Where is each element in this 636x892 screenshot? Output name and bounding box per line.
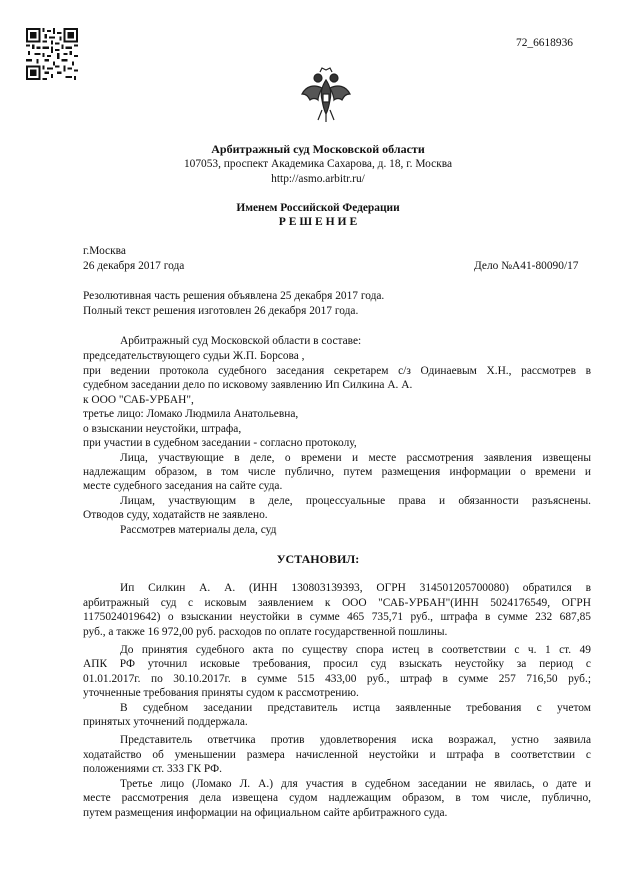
intro-line: судебном заседании дело по исковому заявлению Ип Силкина А. А. bbox=[83, 379, 413, 391]
body-line: До принятия судебного акта по существу спора истец в соответствии с ч. 1 ст. 49 bbox=[120, 644, 591, 656]
intro-line: месте судебного заседания на сайте суда. bbox=[83, 480, 283, 492]
body-line: АПК РФ уточнил исковые требования, просил суд взыскать неустойку за период с bbox=[83, 658, 591, 670]
announce-line: Резолютивная часть решения объявлена 25 декабря 2017 года. bbox=[83, 290, 385, 302]
intro-line: председательствующего судьи Ж.П. Борсова , bbox=[83, 350, 305, 362]
body-line: месте рассмотрения дела извещена судом надлежащим образом, в том числе, публично, bbox=[83, 792, 591, 804]
court-website: http://asmo.arbitr.ru/ bbox=[271, 173, 365, 185]
body-line: 01.01.2017г. по 30.10.2017г. в сумме 515 433,00 руб., штраф в сумме 257 716,50 руб.; bbox=[83, 673, 591, 685]
body-line: Ип Силкин А. А. (ИНН 130803139393, ОГРН 314501205700080) обратился в bbox=[120, 582, 591, 594]
intro-line: при участии в судебном заседании - согласно протоколу, bbox=[83, 437, 357, 449]
intro-line: третье лицо: Ломако Людмила Анатольевна, bbox=[83, 408, 299, 420]
body-line: 1175024019642) о взыскании неустойки в сумме 465 735,71 руб., штрафа в сумме 232 687,85 bbox=[83, 611, 591, 623]
body-line: путем размещения информации на официальном сайте арбитражного суда. bbox=[83, 807, 448, 819]
court-address: 107053, проспект Академика Сахарова, д. 18, г. Москва bbox=[183, 158, 453, 170]
body-line: положениями ст. 333 ГК РФ. bbox=[83, 763, 222, 775]
intro-line: Лица, участвующие в деле, о времени и месте рассмотрения заявления извещены bbox=[120, 452, 591, 464]
eagle-emblem-icon bbox=[300, 66, 352, 124]
intro-line: при ведении протокола судебного заседания секретарем с/з Одинаевым Х.Н., рассмотрев в bbox=[83, 365, 591, 377]
body-line: В судебном заседании представитель истца заявленные требования с учетом bbox=[120, 702, 591, 714]
court-name: Арбитражный суд Московской области bbox=[211, 142, 425, 156]
intro-line: Отводов суду, ходатайств не заявлено. bbox=[83, 509, 268, 521]
body-line: уточненные требования приняты судом к рассмотрению. bbox=[83, 687, 359, 699]
body-line: Представитель ответчика против удовлетворения иска возражал, устно заявила bbox=[120, 734, 591, 746]
decision-heading: Р Е Ш Е Н И Е bbox=[278, 215, 358, 228]
case-number: Дело №А41-80090/17 bbox=[474, 260, 579, 272]
city: г.Москва bbox=[83, 245, 126, 257]
intro-line: Рассмотрев материалы дела, суд bbox=[120, 524, 277, 536]
intro-line: к ООО "САБ-УРБАН", bbox=[83, 394, 194, 406]
on-behalf-heading: Именем Российской Федерации bbox=[236, 202, 400, 214]
body-line: арбитражный суд с исковым заявлением к ООО "САБ-УРБАН"(ИНН 5024176549, ОГРН bbox=[83, 597, 591, 609]
announce-line: Полный текст решения изготовлен 26 декабря 2017 года. bbox=[83, 305, 359, 317]
body-line: руб., а также 16 972,00 руб. расходов по оплате государственной пошлины. bbox=[83, 626, 448, 638]
intro-line: Арбитражный суд Московской области в составе: bbox=[120, 335, 362, 347]
body-line: принятых уточнений поддержала. bbox=[83, 716, 248, 728]
qr-code bbox=[26, 28, 78, 80]
body-line: Третье лицо (Ломако Л. А.) для участия в судебном заседании не явилась, о дате и bbox=[120, 778, 591, 790]
intro-line: о взыскании неустойки, штрафа, bbox=[83, 423, 242, 435]
decision-date: 26 декабря 2017 года bbox=[83, 260, 185, 272]
established-heading: УСТАНОВИЛ: bbox=[276, 552, 360, 566]
body-line: ходатайство об уменьшении размера начисленной неустойки и штрафа в соответствии с bbox=[83, 749, 591, 761]
intro-line: Лицам, участвующим в деле, процессуальные права и обязанности разъяснены. bbox=[120, 495, 591, 507]
intro-line: надлежащим образом, в том числе публично, путем размещения информации о времени и bbox=[83, 466, 591, 478]
document-id: 72_6618936 bbox=[516, 37, 573, 49]
